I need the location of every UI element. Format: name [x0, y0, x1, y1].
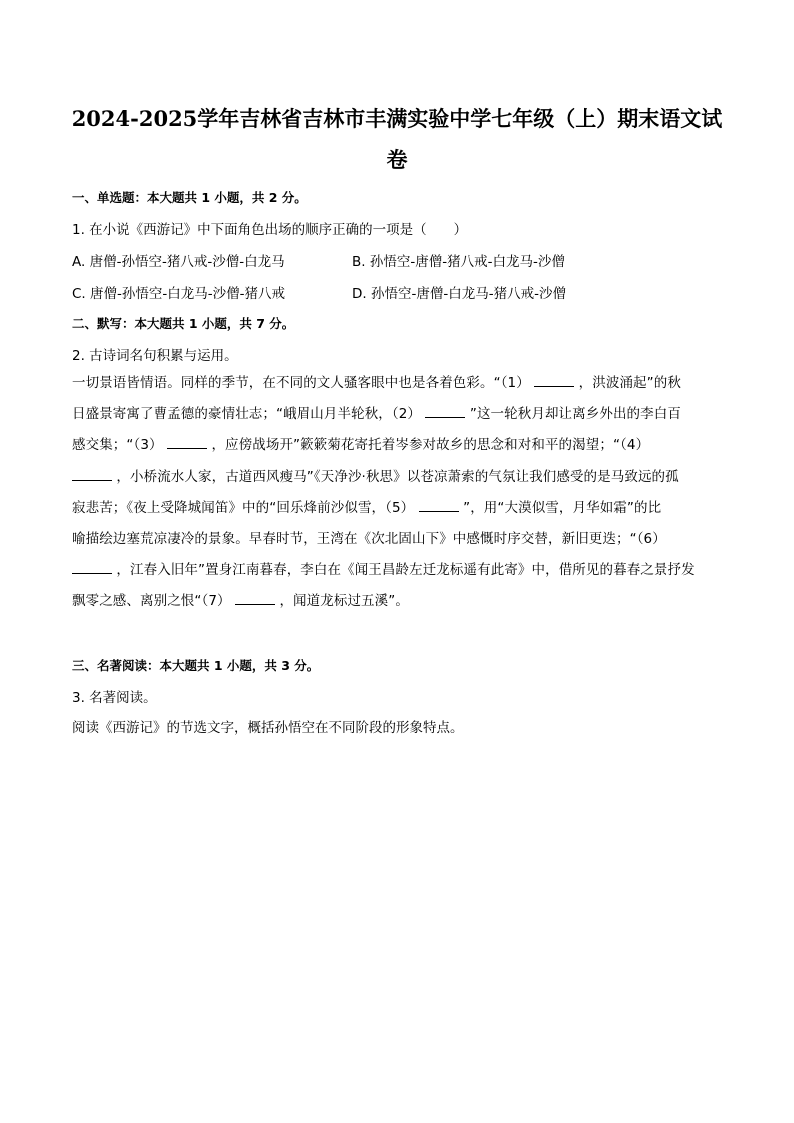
- passage-line: 喻描绘边塞荒凉凄冷的景象。早春时节，王湾在《次北固山下》中感慨时序交替，新旧更迭；“（6）: [72, 531, 666, 548]
- fill-blank-5[interactable]: [419, 499, 459, 512]
- fill-blank-3[interactable]: [167, 436, 207, 449]
- exam-title-line2: 卷: [386, 147, 408, 172]
- option-c: C. 唐僧-孙悟空-白龙马-沙僧-猪八戒: [72, 286, 285, 302]
- exam-title-line1: 2024-2025学年吉林省吉林市丰满实验中学七年级（上）期末语文试: [71, 106, 723, 131]
- question-3-stem: 3. 名著阅读。: [72, 690, 157, 706]
- section-1-header: 一、单选题：本大题共 1 小题，共 2 分。: [72, 190, 307, 205]
- fill-blank-7[interactable]: [235, 592, 275, 605]
- option-d: D. 孙悟空-唐僧-白龙马-猪八戒-沙僧: [352, 286, 566, 302]
- passage-line: 一切景语皆情语。同样的季节，在不同的文人骚客眼中也是各着色彩。“（1） ，洪波涌起”的秋: [72, 375, 681, 391]
- passage-line: ，江春入旧年”置身江南暮春，李白在《闻王昌龄左迁龙标遥有此寄》中，借所见的暮春之景抒发: [72, 555, 722, 586]
- section-2-header: 二、默写：本大题共 1 小题，共 7 分。: [72, 316, 295, 331]
- section-3-header: 三、名著阅读：本大题共 1 小题，共 3 分。: [72, 658, 320, 673]
- fill-blank-6[interactable]: [72, 561, 112, 574]
- fill-blank-2[interactable]: [425, 405, 465, 418]
- question-1-stem: 1. 在小说《西游记》中下面角色出场的顺序正确的一项是（ ）: [72, 222, 468, 238]
- passage-line: 寂悲苦；《夜上受降城闻笛》中的“回乐烽前沙似雪，（5） ”，用“大漠似雪，月华如霜”的比: [72, 499, 662, 516]
- question-3-instruction: 阅读《西游记》的节选文字，概括孙悟空在不同阶段的形象特点。: [72, 720, 464, 736]
- question-2-passage: [72, 368, 722, 618]
- passage-line: 感交集；“（3） ，应傍战场开”簌簌菊花寄托着岑参对故乡的思念和对和平的渴望；“（4）: [72, 437, 650, 454]
- passage-line: 飘零之感、离别之恨“（7） ，闻道龙标过五溪”。: [72, 593, 409, 610]
- passage-line: ，小桥流水人家，古道西风瘦马”《天净沙·秋思》以苍凉萧索的气氛让我们感受的是马致远的孤: [72, 462, 722, 493]
- option-b: B. 孙悟空-唐僧-猪八戒-白龙马-沙僧: [352, 254, 565, 270]
- option-a: A. 唐僧-孙悟空-猪八戒-沙僧-白龙马: [72, 254, 285, 270]
- fill-blank-4[interactable]: [72, 468, 112, 481]
- question-2-stem: 2. 古诗词名句积累与运用。: [72, 348, 238, 364]
- passage-line: 日盛景寄寓了曹孟德的豪情壮志；“峨眉山月半轮秋，（2） ”这一轮秋月却让离乡外出的李白百: [72, 406, 681, 423]
- fill-blank-1[interactable]: [534, 374, 574, 387]
